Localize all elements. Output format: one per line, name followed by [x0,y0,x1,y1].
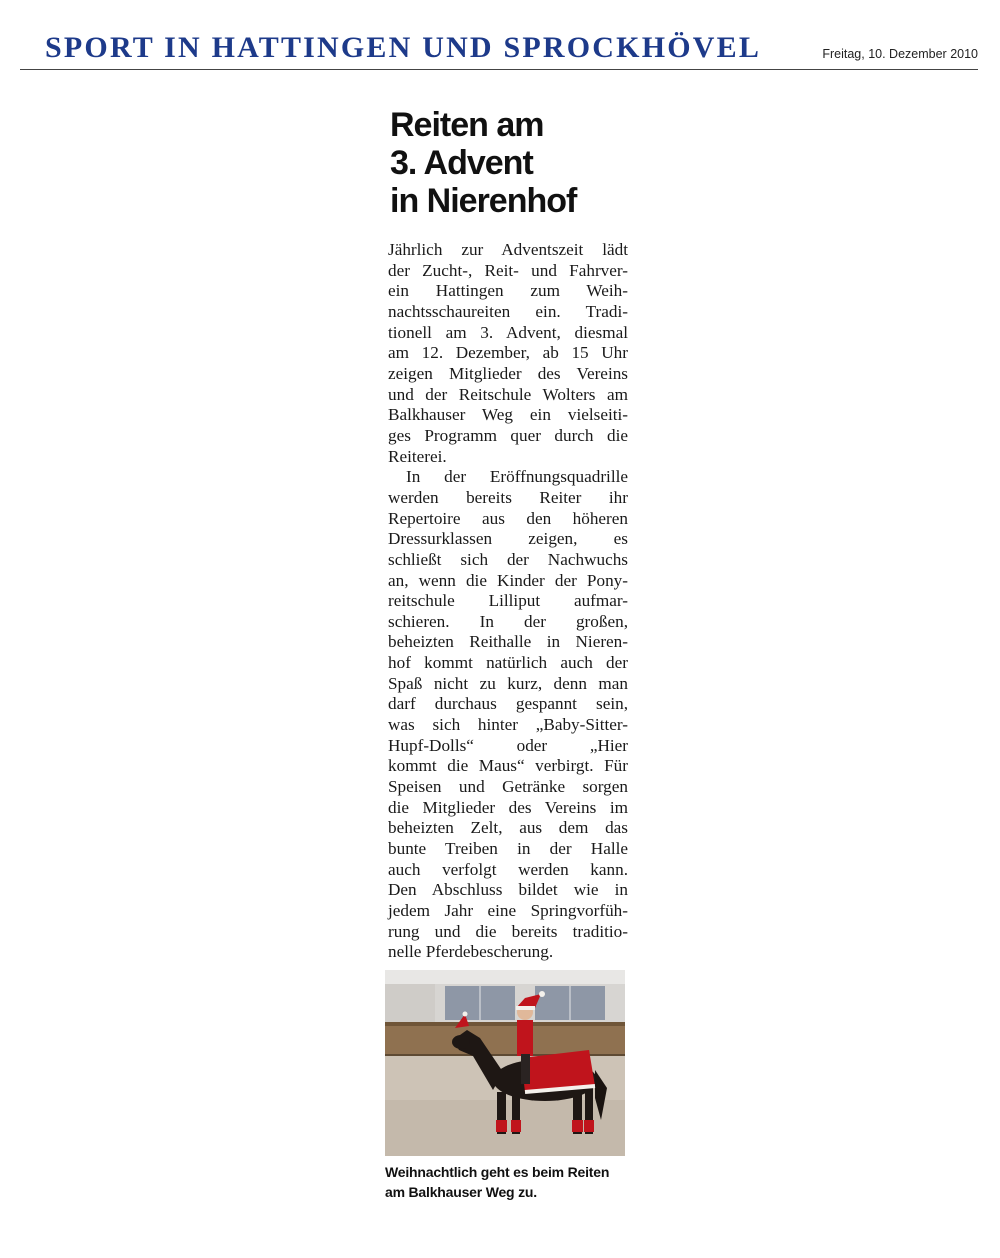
horse-rider-illustration [385,970,625,1156]
body-line: Hupf-Dolls“ oder „Hier [388,735,628,755]
article-headline [390,106,650,220]
body-line: werden bereits Reiter ihr [388,487,628,507]
body-line: kommt die Maus“ verbirgt. Für [388,756,628,776]
body-line: darf durchaus gespannt sein, [388,694,628,714]
article-body [388,240,628,963]
body-line: rung und die bereits traditio- [388,921,628,941]
headline-line: 3. Advent [390,144,533,182]
headline-line: in Nierenhof [390,182,577,220]
body-line: schieren. In der großen, [388,611,628,631]
body-line: Dressurklassen zeigen, es [388,529,628,549]
body-line: Reiterei. [388,446,447,466]
caption-line: Weihnachtlich geht es beim Reiten [385,1164,610,1180]
body-line: auch verfolgt werden kann. [388,859,628,879]
body-line: Repertoire aus den höheren [388,508,628,528]
header-divider [20,69,978,70]
body-line: reitschule Lilliput aufmar- [388,591,628,611]
body-line: Spaß nicht zu kurz, denn man [388,673,628,693]
body-line: In der Eröffnungsquadrille [406,467,628,487]
body-line: schließt sich der Nachwuchs [388,549,628,569]
body-line: Speisen und Getränke sorgen [388,777,628,797]
body-line: tionell am 3. Advent, diesmal [388,322,628,342]
body-line: am 12. Dezember, ab 15 Uhr [388,343,628,363]
body-line: zeigen Mitglieder des Vereins [388,363,628,383]
article-photo [385,970,625,1156]
body-line: jedem Jahr eine Springvorfüh- [388,901,628,920]
body-line: die Mitglieder des Vereins im [388,797,628,817]
body-line: nachtsschaureiten ein. Tradi- [388,301,628,321]
section-title: SPORT IN HATTINGEN UND SPROCKHÖVEL [45,31,762,64]
body-line: Balkhauser Weg ein vielseiti- [388,405,628,425]
body-line: hof kommt natürlich auch der [388,653,628,673]
body-line: und der Reitschule Wolters am [388,384,628,404]
body-line: an, wenn die Kinder der Pony- [388,570,628,590]
body-line: der Zucht-, Reit- und Fahrver- [388,260,628,280]
issue-date: Freitag, 10. Dezember 2010 [822,47,978,61]
body-line: ges Programm quer durch die [388,425,628,445]
body-line: ein Hattingen zum Weih- [388,281,628,301]
caption-line: am Balkhauser Weg zu. [385,1184,537,1200]
body-line: beheizten Reithalle in Nieren- [388,632,628,652]
body-line: Den Abschluss bildet wie in [388,880,628,900]
photo-caption [385,1162,635,1202]
body-line: nelle Pferdebescherung. [388,942,554,962]
body-line: was sich hinter „Baby-Sitter- [388,715,628,735]
body-line: Jährlich zur Adventszeit lädt [388,240,628,259]
headline-line: Reiten am [390,106,544,144]
body-line: bunte Treiben in der Halle [388,839,628,859]
body-line: beheizten Zelt, aus dem das [388,818,628,838]
